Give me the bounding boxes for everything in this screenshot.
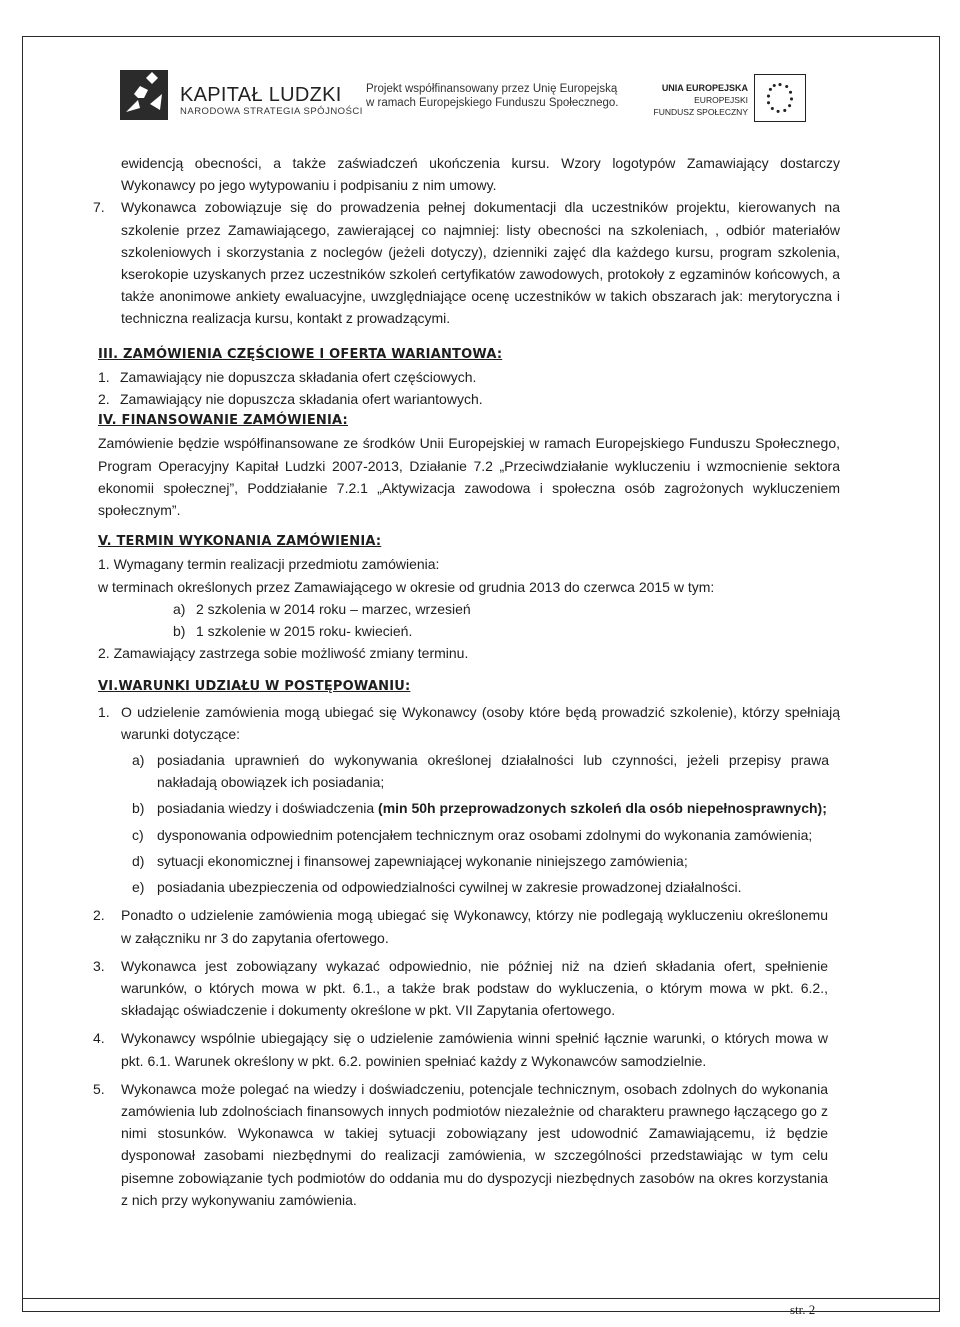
eu-line-2: EUROPEJSKI xyxy=(694,95,748,105)
item-number: 1. xyxy=(98,368,110,385)
item-text: Ponadto o udzielenie zamówienia mogą ubiegać się Wykonawcy, którzy nie podlegają wykluczeniu określonemu w załączniku nr 3 do zapytania ofertowego. xyxy=(121,907,828,946)
section-5-line-2: w terminach określonych przez Zamawiającego w okresie od grudnia 2013 do czerwca 2015 w tym: xyxy=(98,578,715,595)
condition-text: sytuacji ekonomicznej i finansowej zapewniającej wykonanie niniejszego zamówienia; xyxy=(157,852,688,869)
sub-item-letter: b) xyxy=(173,623,186,640)
item-7-number: 7. xyxy=(93,199,105,216)
condition-a xyxy=(132,749,829,793)
item-number: 3. xyxy=(93,957,105,974)
section-6-item-2 xyxy=(93,904,828,948)
condition-c xyxy=(132,824,829,846)
condition-b-bold: (min 50h przeprowadzonych szkoleń dla osób niepełnosprawnych); xyxy=(378,800,827,817)
eu-flag-icon xyxy=(754,74,806,122)
item-text: Zamawiający nie dopuszcza składania ofert częściowych. xyxy=(120,368,477,385)
condition-d xyxy=(132,850,829,872)
condition-text: posiadania ubezpieczenia od odpowiedzialności cywilnej w zakresie prowadzonej działalności. xyxy=(157,879,742,896)
section-4-title: IV. FINANSOWANIE ZAMÓWIENIA: xyxy=(98,413,348,429)
page-number: str. 2 xyxy=(790,1302,816,1317)
section-5-sublist xyxy=(173,598,960,642)
condition-b xyxy=(132,797,829,819)
condition-letter: d) xyxy=(132,852,145,869)
sub-item xyxy=(173,620,960,642)
section-4-text: Zamówienie będzie współfinansowane ze środków Unii Europejskiej w ramach Europejskiego Funduszu Społecznego, Program Operacyjny Kapitał Ludzki 2007-2013, Działanie 7.2 „Przeciwdziałanie wykluczeniu i wzmocnienie sektora ekonomii społecznej”, Poddziałanie 7.2.1 „Aktywizacja zawodowa i społeczna osób zagrożonych wykluczeniem społecznym”. xyxy=(98,435,840,519)
item-text: Wykonawca może polegać na wiedzy i doświadczeniu, potencjale technicznym, osobach zdolnych do wykonania zamówienia lub zdolnościach finansowych innych podmiotów niezależnie od charakteru prawnego łączącego go z nimi stosunków. Wykonawca w takiej sytuacji zobowiązany jest udowodnić Zamawiającemu, iż będzie dysponował zasobami niezbędnymi do realizacji zamówienia, w szczególności przedstawiając w tym celu pisemne zobowiązanie tych podmiotów do oddania mu do dyspozycji niezbędnych zasobów na okres korzystania z nich przy wykonywaniu zamówienia. xyxy=(121,1080,828,1208)
logo-title: KAPITAŁ LUDZKI xyxy=(180,84,342,106)
condition-e xyxy=(132,876,829,898)
eu-line-1: UNIA EUROPEJSKA xyxy=(661,83,748,93)
item-text: Wykonawca jest zobowiązany wykazać odpowiednio, nie później niż na dzień składania ofert, spełnienie warunków, o których mowa w pkt. 6.1., a także brak podstaw do wykluczenia, o którym mowa w pkt. 6.2., składając oświadczenie i dokumenty określone w pkt. VII Zapytania ofertowego. xyxy=(121,957,828,1019)
section-6-item-4 xyxy=(93,1027,828,1071)
item-7 xyxy=(93,196,840,329)
section-6-item-1 xyxy=(98,701,840,745)
condition-letter: b) xyxy=(132,800,145,817)
section-3-list xyxy=(98,366,960,410)
section-5-item-1: 1. Wymagany termin realizacji przedmiotu zamówienia: xyxy=(98,556,440,573)
section-5-title: V. TERMIN WYKONANIA ZAMÓWIENIA: xyxy=(98,534,382,550)
sub-item-letter: a) xyxy=(173,600,186,617)
kapital-ludzki-logo-icon xyxy=(118,64,172,122)
sub-item-text: 2 szkolenia w 2014 roku – marzec, wrzesień xyxy=(196,600,471,617)
section-3-item xyxy=(98,388,960,410)
condition-text: dysponowania odpowiednim potencjałem technicznym oraz osobami zdolnymi do wykonania zamówienia; xyxy=(157,826,813,843)
item-number: 2. xyxy=(93,907,105,924)
item-text: O udzielenie zamówienia mogą ubiegać się Wykonawcy (osoby które będą prowadzić szkolenie), którzy spełniają warunki dotyczące: xyxy=(121,703,840,742)
section-6-item-3 xyxy=(93,955,828,1022)
condition-letter: c) xyxy=(132,826,144,843)
intro-paragraph: ewidencją obecności, a także zaświadczeń ukończenia kursu. Wzory logotypów Zamawiający dostarczy Wykonawcy po jego wytypowaniu i podpisaniu z nim umowy. xyxy=(121,155,840,194)
item-text: Wykonawcy wspólnie ubiegający się o udzielenie zamówienia winni spełnić łącznie warunki, o których mowa w pkt. 6.1. Warunek określony w pkt. 6.2. powinien spełniać każdy z Wykonawców samodzielnie. xyxy=(121,1030,828,1069)
document-body xyxy=(0,152,960,1211)
eu-label xyxy=(638,82,748,118)
condition-b-plain: posiadania wiedzy i doświadczenia xyxy=(157,800,379,817)
section-6-item-5 xyxy=(93,1078,828,1211)
item-number: 5. xyxy=(93,1080,105,1097)
document-header xyxy=(118,58,810,136)
item-number: 1. xyxy=(98,703,110,720)
item-7-text: Wykonawca zobowiązuje się do prowadzenia pełnej dokumentacji dla uczestników projektu, kierowanych na szkolenie przez Zamawiającego, zawierającej co najmniej: listy obecności na szkoleniach, , odbiór materiałów szkoleniowych i skorzystania z noclegów (jeżeli dotyczy), dzienniki zajęć dla każdego kursu, program szkolenia, kserokopie uzyskanych przez uczestników szkoleń certyfikatów zawodowych, protokoły z egzaminów końcowych, a także anonimowe ankiety ewaluacyjne, uwzględniające ocenę uczestników w takich obszarach jak: merytoryczna i techniczna realizacja kursu, kontakt z prowadzącymi. xyxy=(121,199,840,327)
condition-text: posiadania uprawnień do wykonywania określonej działalności lub czynności, jeżeli przepisy prawa nakładają obowiązek ich posiadania; xyxy=(157,752,829,791)
footer-divider xyxy=(22,1298,940,1299)
section-6-title: VI.WARUNKI UDZIAŁU W POSTĘPOWANIU: xyxy=(98,679,411,695)
project-line-2: w ramach Europejskiego Funduszu Społecznego. xyxy=(366,97,619,109)
section-3-title: III. ZAMÓWIENIA CZĘŚCIOWE I OFERTA WARIANTOWA: xyxy=(98,346,503,362)
item-number: 4. xyxy=(93,1030,105,1047)
sub-item xyxy=(173,598,960,620)
project-note xyxy=(366,82,666,110)
eu-line-3: FUNDUSZ SPOŁECZNY xyxy=(653,107,748,117)
sub-item-text: 1 szkolenie w 2015 roku- kwiecień. xyxy=(196,623,413,640)
section-3-item xyxy=(98,366,960,388)
item-number: 2. xyxy=(98,391,110,408)
condition-letter: a) xyxy=(132,752,145,769)
project-line-1: Projekt współfinansowany przez Unię Europejską xyxy=(366,83,618,95)
logo-subtitle: NARODOWA STRATEGIA SPÓJNOŚCI xyxy=(180,106,363,117)
condition-text xyxy=(157,797,829,819)
item-text: Zamawiający nie dopuszcza składania ofert wariantowych. xyxy=(120,391,483,408)
condition-letter: e) xyxy=(132,879,145,896)
section-5-item-2: 2. Zamawiający zastrzega sobie możliwość zmiany terminu. xyxy=(98,645,469,662)
